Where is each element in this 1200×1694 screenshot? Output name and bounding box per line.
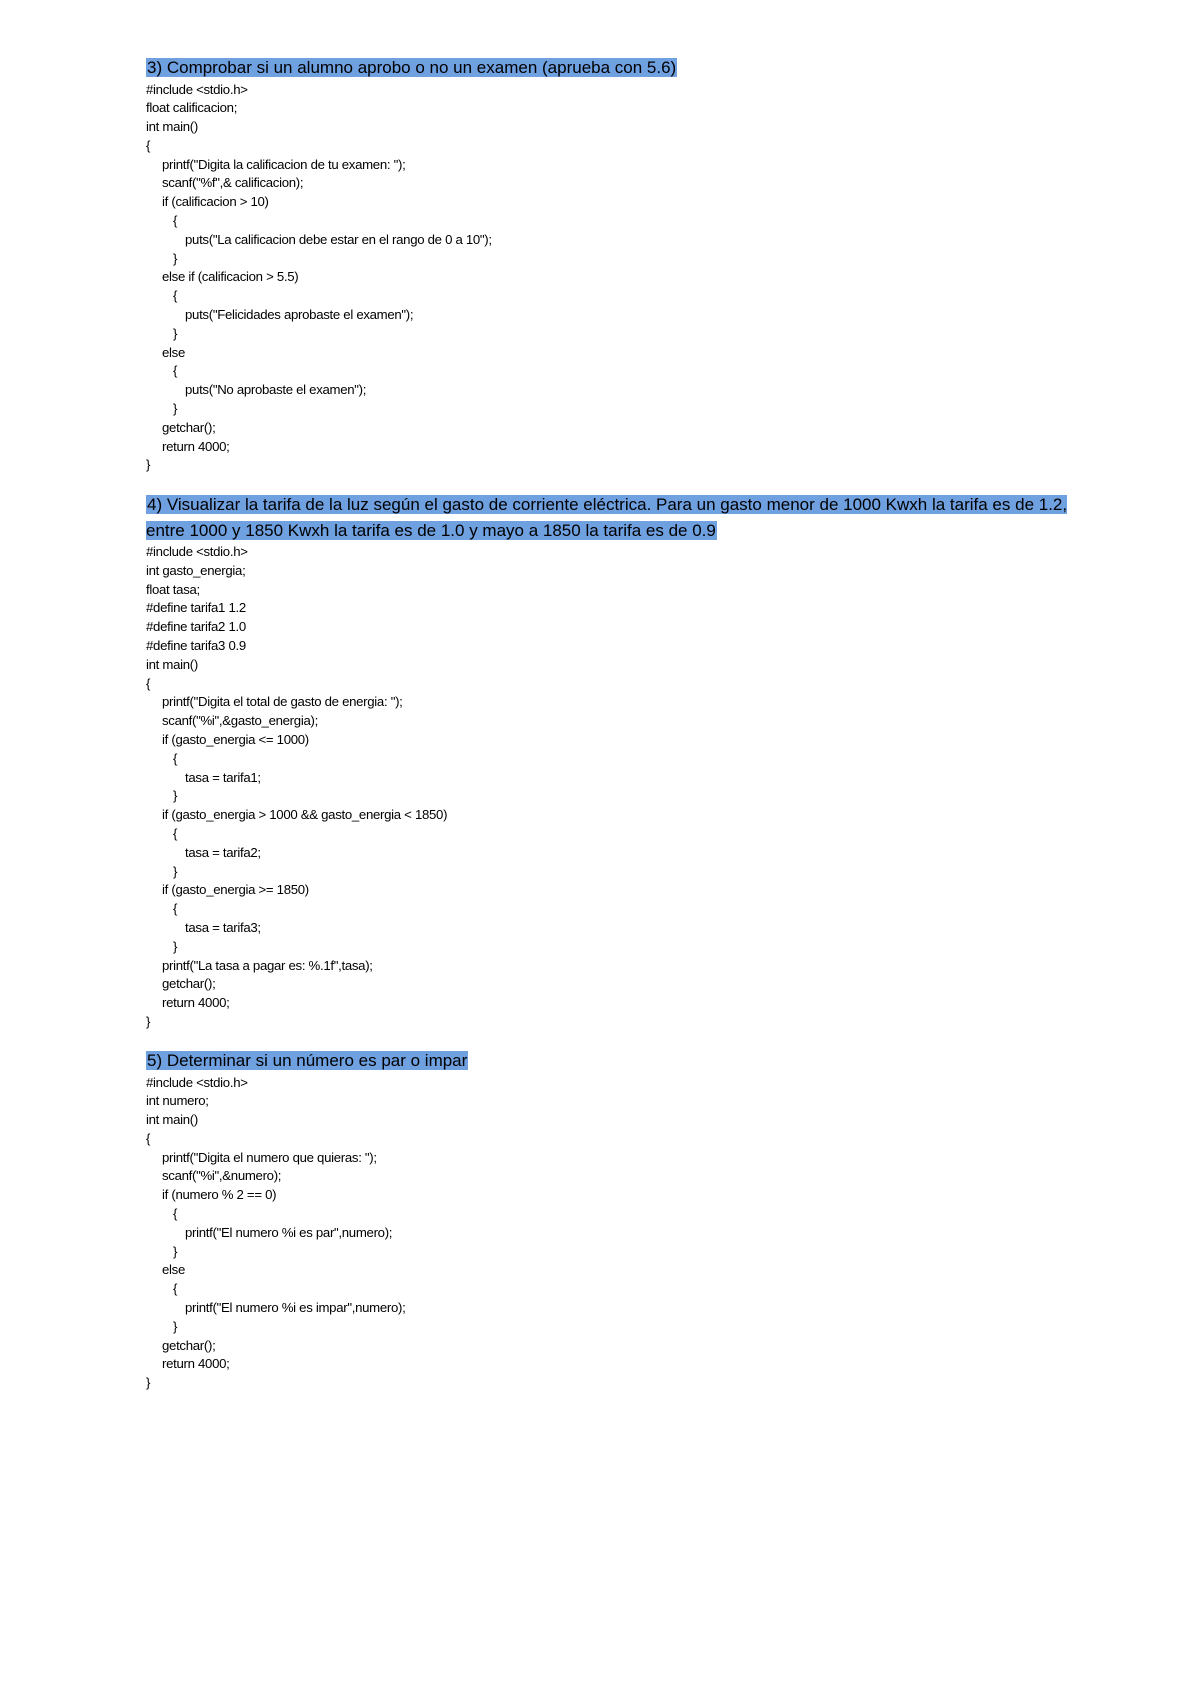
code-line: printf("Digita la calificacion de tu examen: "); (162, 156, 406, 172)
exercise-3-heading-text: 3) Comprobar si un alumno aprobo o no un examen (aprueba con 5.6) (147, 58, 677, 77)
exercise-3-heading (146, 55, 1076, 81)
code-line: getchar(); (162, 419, 216, 435)
code-line: } (173, 401, 178, 417)
code-line: return 4000; (162, 995, 230, 1011)
code-line: } (173, 788, 178, 804)
code-line: } (173, 863, 178, 879)
code-line: #include <stdio.h> (146, 1074, 248, 1090)
code-line: } (173, 1243, 178, 1259)
code-line: printf("La tasa a pagar es: %.1f",tasa); (162, 957, 373, 973)
code-line: #include <stdio.h> (146, 544, 248, 559)
code-line: if (gasto_energia <= 1000) (162, 731, 309, 747)
code-line: int main() (146, 1112, 198, 1128)
exercise-5-heading-text: 5) Determinar si un número es par o impar (147, 1051, 468, 1070)
code-line: else if (calificacion > 5.5) (162, 269, 299, 285)
exercise-5-code-block (146, 1074, 1076, 1394)
code-line: getchar(); (162, 1337, 216, 1353)
code-line: scanf("%i",&numero); (162, 1168, 282, 1184)
exercise-4-section (146, 492, 1076, 1032)
exercise-4-heading-text: 4) Visualizar la tarifa de la luz según el gasto de corriente eléctrica. Para un gasto menor de 1000 Kwxh la tarifa es de 1.2, entre 1000 y 1850 Kwxh la tarifa es de 1.0 y mayo a 1850 la tarifa es de 0.9 (146, 495, 1068, 540)
code-line: { (173, 213, 178, 229)
exercise-4-code-block (146, 543, 1076, 1032)
code-line: int numero; (146, 1093, 209, 1109)
code-line: { (173, 750, 178, 766)
code-line: { (173, 901, 178, 917)
code-line: return 4000; (162, 438, 230, 454)
code-line: } (146, 1013, 151, 1029)
code-line: tasa = tarifa1; (185, 769, 261, 785)
code-line: float tasa; (146, 581, 200, 597)
code-line: { (173, 363, 178, 379)
code-line: #define tarifa3 0.9 (146, 637, 246, 653)
code-line: if (gasto_energia > 1000 && gasto_energia < 1850) (162, 807, 448, 823)
code-line: { (146, 1130, 151, 1146)
code-line: } (173, 250, 178, 266)
code-line: } (173, 938, 178, 954)
code-line: scanf("%i",&gasto_energia); (162, 713, 318, 729)
code-line: int main() (146, 119, 198, 135)
code-line: puts("La calificacion debe estar en el rango de 0 a 10"); (185, 231, 492, 247)
code-line: if (gasto_energia >= 1850) (162, 882, 309, 898)
code-line: tasa = tarifa3; (185, 919, 261, 935)
code-line: getchar(); (162, 976, 216, 992)
code-line: printf("El numero %i es par",numero); (185, 1224, 393, 1240)
code-line: puts("No aprobaste el examen"); (185, 382, 367, 398)
code-line: printf("Digita el numero que quieras: "); (162, 1149, 377, 1165)
code-line: } (146, 457, 151, 473)
exercise-5-section (146, 1048, 1076, 1393)
code-line: tasa = tarifa2; (185, 844, 261, 860)
code-line: { (146, 675, 151, 691)
code-line: else (162, 1262, 185, 1278)
code-line: printf("El numero %i es impar",numero); (185, 1300, 406, 1316)
code-line: printf("Digita el total de gasto de energia: "); (162, 694, 403, 710)
code-line: { (146, 137, 151, 153)
code-line: } (173, 325, 178, 341)
code-line: return 4000; (162, 1356, 230, 1372)
exercise-5-heading (146, 1048, 1076, 1074)
code-line: } (173, 1318, 178, 1334)
code-line: #define tarifa2 1.0 (146, 619, 246, 635)
code-line: float calificacion; (146, 100, 238, 116)
code-line: #define tarifa1 1.2 (146, 600, 246, 616)
exercise-3-section (146, 55, 1076, 475)
code-line: puts("Felicidades aprobaste el examen"); (185, 307, 414, 323)
code-line: } (146, 1375, 151, 1391)
code-line: if (numero % 2 == 0) (162, 1187, 277, 1203)
code-line: { (173, 288, 178, 304)
exercise-4-heading (146, 492, 1076, 543)
code-line: int main() (146, 656, 198, 672)
exercise-3-code-block (146, 81, 1076, 476)
code-line: if (calificacion > 10) (162, 194, 269, 210)
code-line: int gasto_energia; (146, 562, 246, 578)
code-line: #include <stdio.h> (146, 81, 248, 97)
code-line: { (173, 825, 178, 841)
code-line: else (162, 344, 185, 360)
code-line: scanf("%f",& calificacion); (162, 175, 304, 191)
code-line: { (173, 1281, 178, 1297)
code-line: { (173, 1206, 178, 1222)
